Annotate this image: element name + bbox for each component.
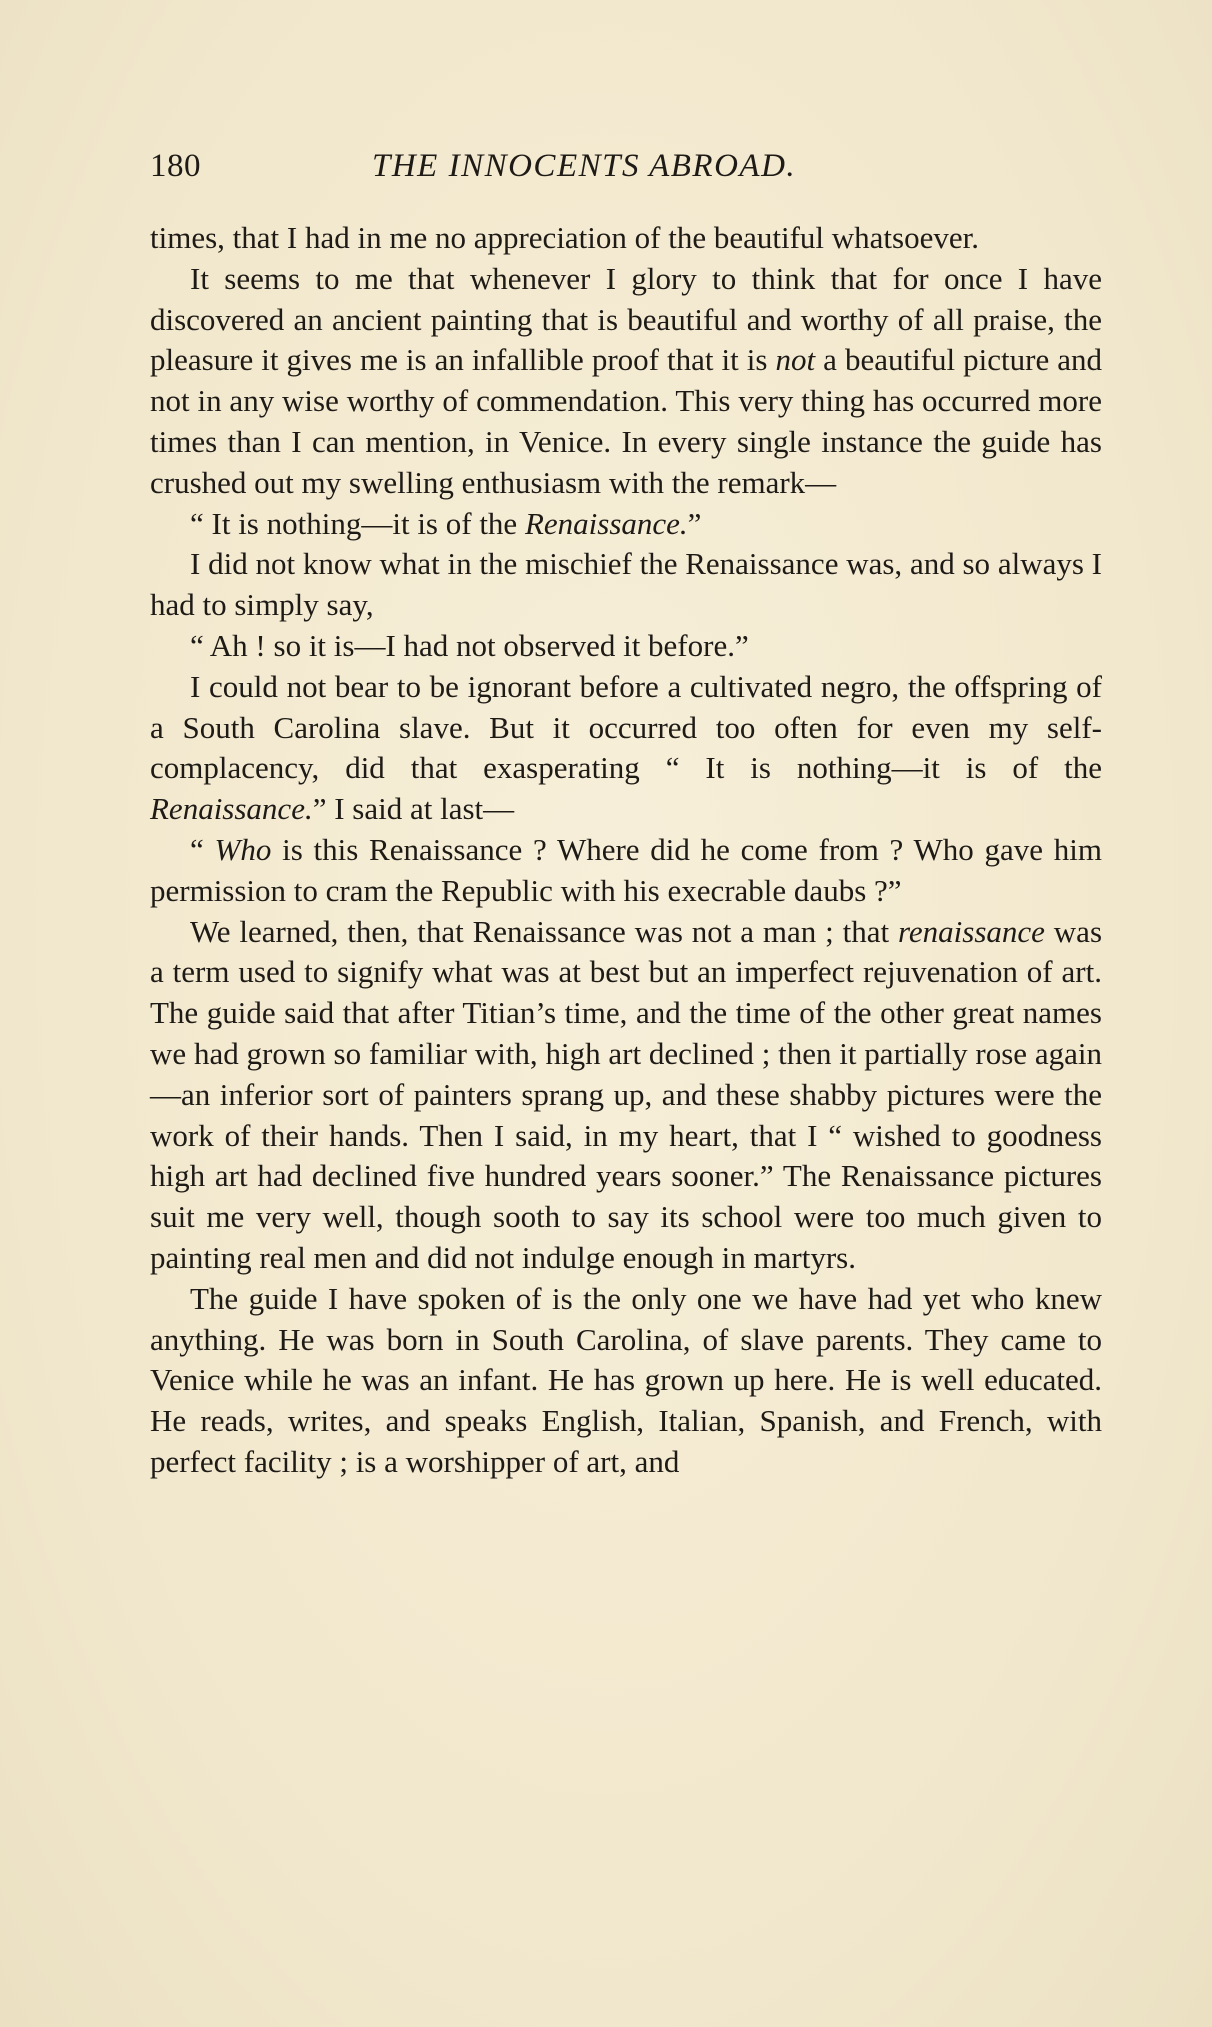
page-header [150,148,1100,192]
paragraph [150,667,1102,830]
page-number: 180 [150,148,201,184]
paragraph [150,504,1102,545]
paragraph [150,259,1102,504]
paragraph [150,218,1102,259]
text-run: We learned, then, that Renaissance was not a man ; that [190,913,898,949]
text-run: ” [687,505,702,541]
text-run: “ [190,831,215,867]
text-run: “ It is nothing—it is of the [190,505,525,541]
italic-text: not [775,342,816,378]
text-run: I could not bear to be ignorant before a cultivated negro, the offspring of a South Carolina slave. But it occurred too often for even my self-complacency, did that exasperating “ It is nothing—it is of the [150,668,1102,786]
text-run: times, that I had in me no appreciation of the beautiful whatsoever. [150,220,979,255]
paragraph [150,1279,1102,1483]
running-title: THE INNOCENTS ABROAD. [372,148,797,184]
text-run: It seems to me that whenever I glory to think that for once I have discovered an ancient painting that is beautiful and worthy of all praise, the pleasure it gives me is an infallible proof that it is [150,260,1102,378]
text-run: “ Ah ! so it is—I had not observed it before.” [190,627,749,663]
italic-text: Renaissance. [524,505,688,541]
paragraph [150,830,1102,912]
text-run: is this Renaissance ? Where did he come from ? Who gave him permission to cram the Republic with his execrable daubs ?” [150,831,1102,908]
italic-text: Renaissance. [150,791,313,827]
text-run: I did not know what in the mischief the Renaissance was, and so always I had to simply say, [150,546,1102,623]
text-run: ” I said at last— [312,791,515,827]
body-text [150,218,1102,1483]
paragraph [150,912,1102,1279]
paragraph [150,626,1102,667]
paragraph [150,544,1102,626]
italic-text: Who [214,831,272,867]
text-run: The guide I have spoken of is the only one we have had yet who knew anything. He was born in South Carolina, of slave parents. They came to Venice while he was an infant. He has grown up here. He is well educated. He reads, writes, and speaks English, Italian, Spanish, and French, with perfect facility ; is a worshipper of art, and [150,1280,1102,1479]
text-run: a beautiful picture and not in any wise worthy of commendation. This very thing has occurred more times than I can mention, in Venice. In every single instance the guide has crushed out my swelling enthusiasm with the remark— [150,342,1102,500]
italic-text: renaissance [897,913,1045,949]
text-run: was a term used to signify what was at best but an imperfect rejuvenation of art. The guide said that after Titian’s time, and the time of the other great names we had grown so familiar with, high art declined ; then it partially rose again—an inferior sort of painters sprang up, and these shabby pictures were the work of their hands. Then I said, in my heart, that I “ wished to goodness high art had declined five hundred years sooner.” The Renaissance pictures suit me very well, though sooth to say its school were too much given to painting real men and did not indulge enough in martyrs. [150,913,1103,1275]
